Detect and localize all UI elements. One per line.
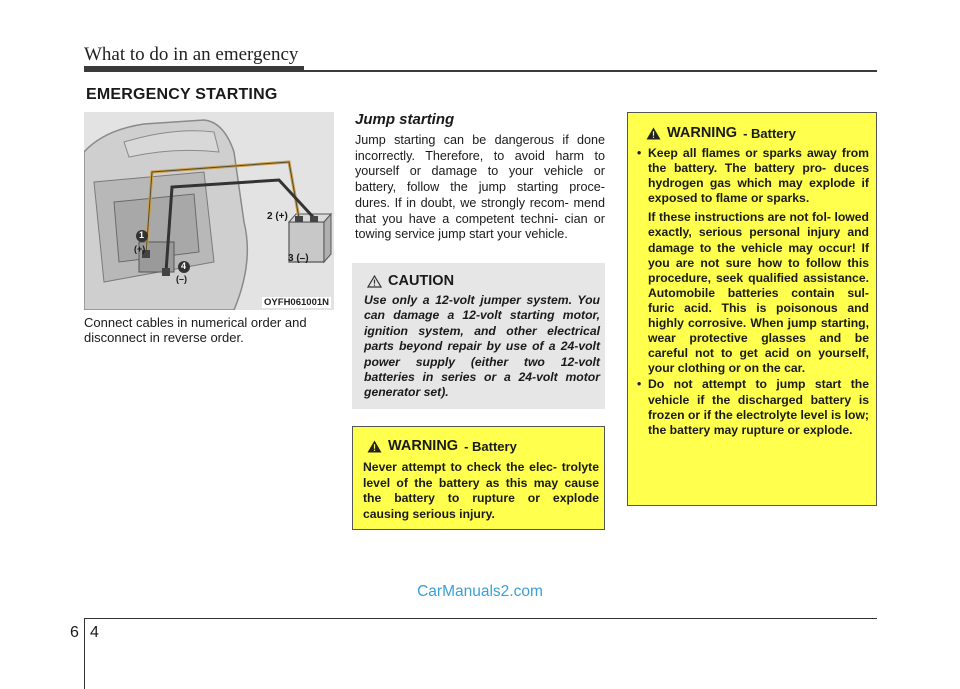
warning-body: Never attempt to check the elec- trolyte level of the battery as this may cause the battery to rupture or explode causing serious injury. [363,460,599,521]
caution-box [352,263,605,409]
warning-list [637,146,869,438]
list-item-text: Keep all flames or sparks away from the battery. The battery pro- duces hydrogen gas which may explode if exposed to flame or sparks. [648,146,869,206]
warning-title: WARNING [667,125,738,141]
footer-rule [84,618,877,619]
car-trunk-battery-drawing [84,112,334,310]
bullet: • [637,146,642,160]
page-number: 4 [90,624,99,641]
warning-title: WARNING [388,438,459,454]
chapter-number: 6 [70,624,79,641]
figure-label-1-sign: (+) [134,244,146,254]
warning-triangle-icon [367,440,382,453]
footer-divider [84,618,85,689]
figure-label-1: 1 [139,230,145,240]
jump-starting-heading: Jump starting [355,111,455,128]
caution-title: CAUTION [388,273,455,289]
warning-box-electrolyte [352,426,605,530]
figure-label-4: 4 [181,261,187,271]
header-rule [84,70,877,72]
running-header-title: What to do in an emergency [84,44,299,65]
list-item-text: Do not attempt to jump start the vehicle if the discharged battery is frozen or if the electrolyte level is low; the battery may rupture or explode. [648,377,869,437]
watermark-link[interactable]: CarManuals2.com [417,583,543,600]
section-title: EMERGENCY STARTING [86,86,278,103]
jump-start-illustration [84,112,334,310]
caution-header [367,273,454,289]
caution-triangle-icon [367,275,382,288]
warning-subtitle: - Battery [464,438,517,454]
figure-label-2: 2 (+) [267,211,288,222]
figure-caption: Connect cables in numerical order and disconnect in reverse order. [84,315,307,345]
figure-label-3: 3 (–) [288,253,309,264]
warning-header [646,125,796,141]
warning-triangle-icon [646,127,661,140]
warning-header [367,438,517,454]
list-item-paragraph: If these instructions are not fol- lowed exactly, serious personal injury and damage to the vehicle may occur! If you are not sure how to follow this procedure, seek qualified assistance. Automobile batteries contain sul- furic acid. This is poisonous and highly corrosive. When jump starting, wear protective glasses and be careful not to get acid on yourself, your clothing or on the car. [648,210,869,376]
list-item [637,146,869,206]
figure-code: OYFH061001N [264,297,329,308]
warning-box-battery [627,112,877,506]
list-item [637,377,869,437]
warning-subtitle: - Battery [743,125,796,141]
jump-starting-body: Jump starting can be dangerous if done incorrectly. Therefore, to avoid harm to yourself or damage to your vehicle or battery, follow the jump starting proce- dures. If in doubt, we strongly recom- mend that you have a competent techni- cian or towing service jump start your vehicle. [355,133,605,242]
bullet: • [637,377,642,392]
caution-body: Use only a 12-volt jumper system. You can damage a 12-volt starting motor, ignition system, and other electrical parts beyond repair by use of a 24-volt power supply (either two 12-volt batteries in series or a 24-volt motor generator set). [364,293,600,400]
figure-label-4-sign: (–) [176,274,187,284]
